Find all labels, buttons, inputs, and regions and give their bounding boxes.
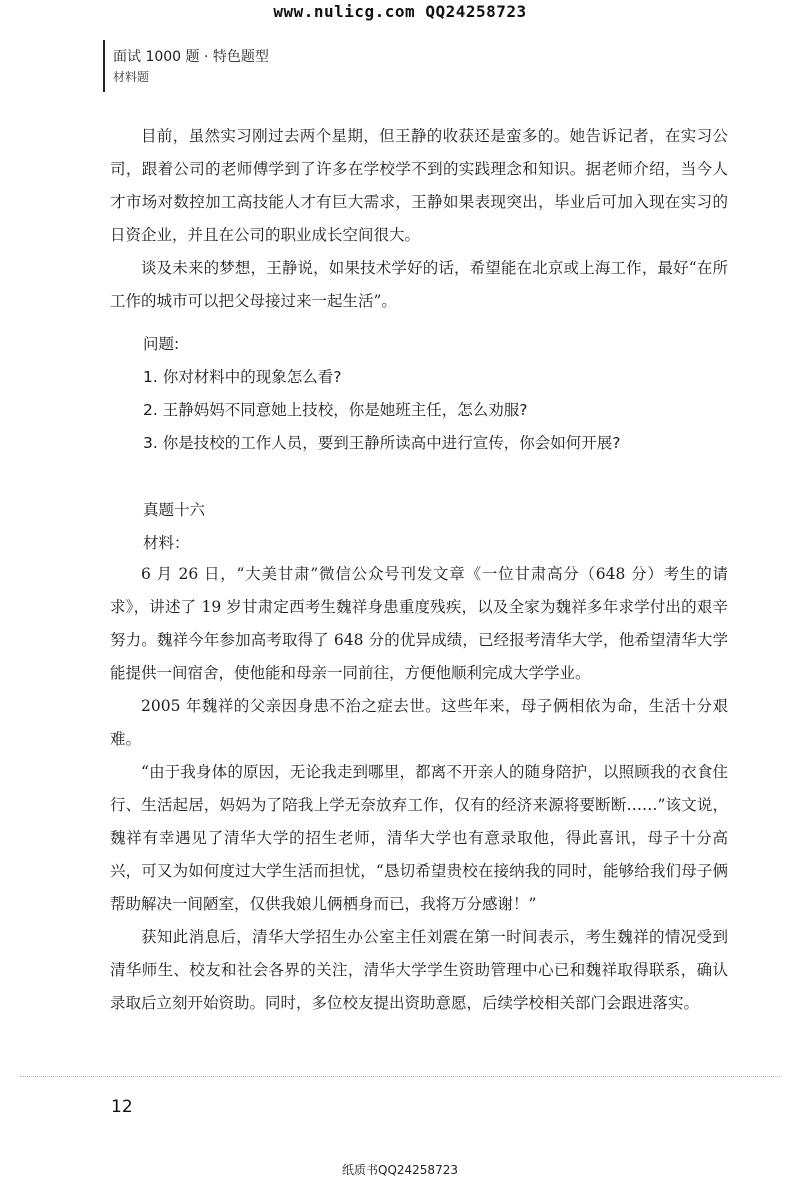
book-title: 面试 1000 题 · 特色题型 [113,49,269,65]
paragraph: “由于我身体的原因，无论我走到哪里，都离不开亲人的随身陪护，以照顾我的衣食住行、生活起居，妈妈为了陪我上学无奈放弃工作，仅有的经济来源将要断断……”该文说，魏祥有幸遇见了清华大学的招生老师，清华大学也有意录取他，得此喜讯，母子十分高兴，可又为如何度过大学生活而担忧，“恳切希望贵校在接纳我的同时，能够给我们母子俩帮助解决一间陋室，仅供我娘儿俩栖身而已，我将万分感谢！” [110,763,728,913]
material-label: 材料： [143,534,190,552]
top-watermark: www.nulicg.com QQ24258723 [273,2,527,21]
section-title: 真题十六 [143,501,206,519]
book-subtitle: 材料题 [113,70,150,84]
question-item: 1. 你对材料中的现象怎么看? [143,368,342,386]
paragraph: 目前，虽然实习刚过去两个星期，但王静的收获还是蛮多的。她告诉记者，在实习公司，跟着公司的老师傅学到了许多在学校学不到的实践理念和知识。据老师介绍，当今人才市场对数控加工高技能人才有巨大需求，王静如果表现突出，毕业后可加入现在实习的日资企业，并且在公司的职业成长空间很大。 [110,127,728,244]
bottom-watermark: 纸质书QQ24258723 [342,1163,458,1177]
question-item: 3. 你是技校的工作人员，要到王静所读高中进行宣传，你会如何开展? [143,434,621,452]
question-list [143,328,743,460]
section16-material [110,558,728,1020]
page-number: 12 [111,1097,133,1117]
header-divider [103,40,105,92]
paragraph: 获知此消息后，清华大学招生办公室主任刘震在第一时间表示，考生魏祥的情况受到清华师生、校友和社会各界的关注，清华大学学生资助管理中心已和魏祥取得联系，确认录取后立刻开始资助。同时，多位校友提出资助意愿，后续学校相关部门会跟进落实。 [110,928,728,1012]
material-continuation [110,120,728,318]
question-item: 2. 王静妈妈不同意她上技校，你是她班主任，怎么劝服? [143,401,528,419]
questions-label: 问题: [143,335,180,353]
paragraph: 6 月 26 日，“大美甘肃”微信公众号刊发文章《一位甘肃高分（648 分）考生的请求》，讲述了 19 岁甘肃定西考生魏祥身患重度残疾，以及全家为魏祥多年求学付出的艰辛努力。魏祥今年参加高考取得了 648 分的优异成绩，已经报考清华大学，他希望清华大学能提供一间宿舍，使他能和母亲一同前往，方便他顺利完成大学学业。 [110,565,728,682]
paragraph: 谈及未来的梦想，王静说，如果技术学好的话，希望能在北京或上海工作，最好“在所工作的城市可以把父母接过来一起生活”。 [110,259,728,310]
scan-artifact-line [20,1076,780,1077]
paragraph: 2005 年魏祥的父亲因身患不治之症去世。这些年来，母子俩相依为命，生活十分艰难。 [110,697,728,748]
